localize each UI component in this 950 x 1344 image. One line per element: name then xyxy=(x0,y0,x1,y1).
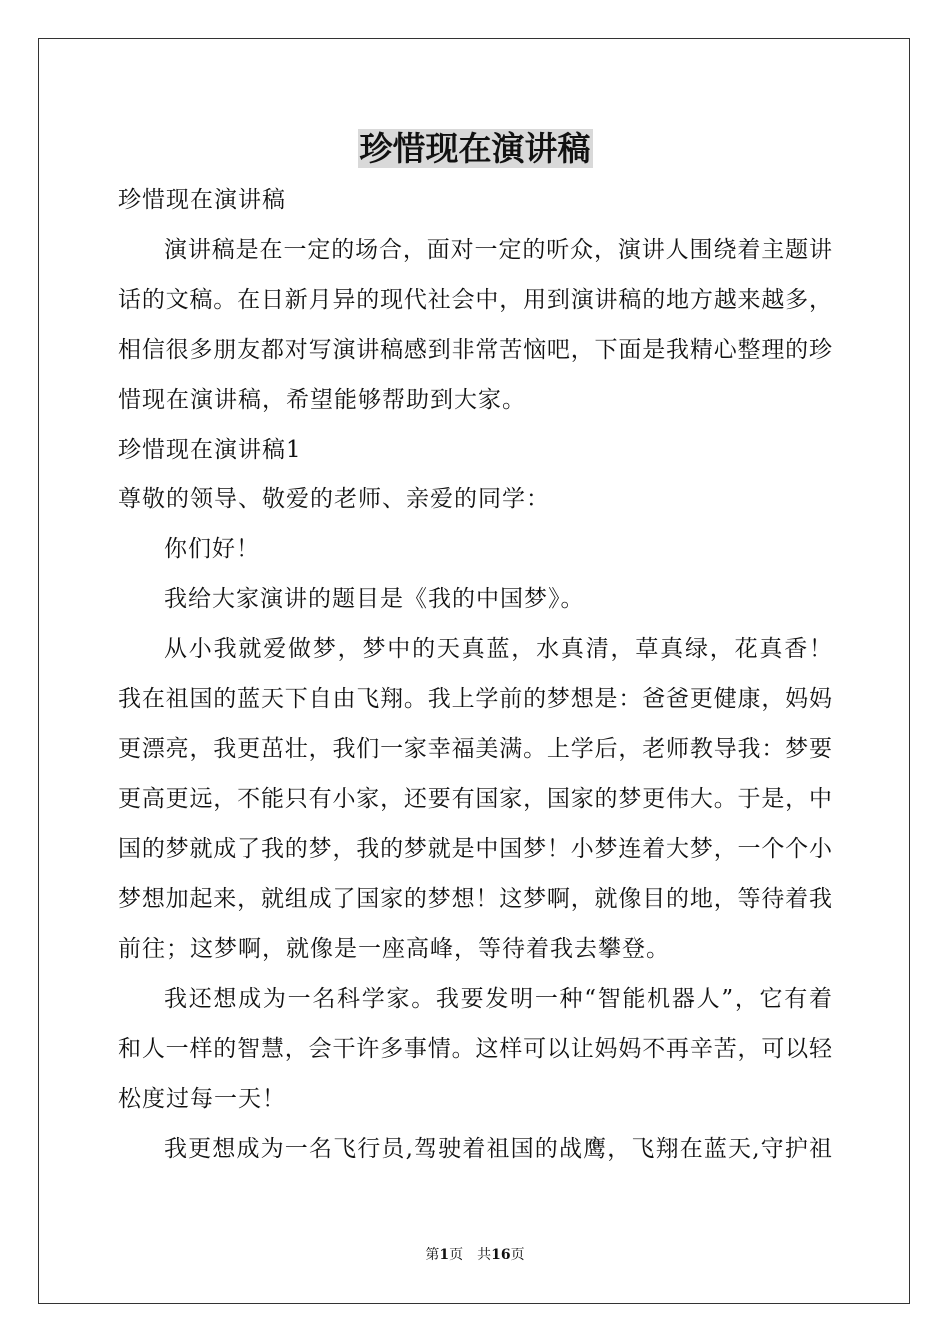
page-footer xyxy=(0,1246,950,1264)
paragraph-line: 我还想成为一名科学家。我要发明一种“智能机器人”，它有着 xyxy=(164,986,832,1012)
total-pages: 16 xyxy=(491,1247,511,1263)
total-prefix: 共 xyxy=(477,1247,492,1263)
page-number: 1 xyxy=(439,1247,450,1263)
paragraph-line: 惜现在演讲稿，希望能够帮助到大家。 xyxy=(118,387,526,413)
salutation-line: 尊敬的领导、敬爱的老师、亲爱的同学： xyxy=(118,486,550,512)
paragraph-line: 相信很多朋友都对写演讲稿感到非常苦恼吧，下面是我精心整理的珍 xyxy=(118,337,832,363)
total-suffix: 页 xyxy=(510,1247,525,1263)
subtitle-line: 珍惜现在演讲稿 xyxy=(118,187,286,213)
paragraph-line: 话的文稿。在日新月异的现代社会中，用到演讲稿的地方越来越多， xyxy=(118,287,832,313)
page-prefix: 第 xyxy=(425,1247,440,1263)
paragraph-line: 国的梦就成了我的梦，我的梦就是中国梦！小梦连着大梦，一个个小 xyxy=(118,836,832,862)
paragraph-line: 我给大家演讲的题目是《我的中国梦》。 xyxy=(164,586,585,612)
paragraph-line: 演讲稿是在一定的场合，面对一定的听众，演讲人围绕着主题讲 xyxy=(164,237,832,263)
paragraph-line: 更漂亮，我更茁壮，我们一家幸福美满。上学后，老师教导我：梦要 xyxy=(118,736,832,762)
paragraph-line: 和人一样的智慧，会干许多事情。这样可以让妈妈不再辛苦，可以轻 xyxy=(118,1036,832,1062)
paragraph-line: 从小我就爱做梦，梦中的天真蓝，水真清，草真绿，花真香！ xyxy=(164,636,832,662)
document-title: 珍惜现在演讲稿 xyxy=(359,129,591,168)
paragraph-line: 我更想成为一名飞行员,驾驶着祖国的战鹰，飞翔在蓝天,守护祖 xyxy=(164,1136,832,1162)
paragraph-line: 你们好！ xyxy=(164,536,260,562)
section-heading: 珍惜现在演讲稿1 xyxy=(118,437,302,463)
paragraph-line: 梦想加起来，就组成了国家的梦想！这梦啊，就像目的地，等待着我 xyxy=(118,886,832,912)
paragraph-line: 松度过每一天！ xyxy=(118,1086,286,1112)
page-border xyxy=(38,38,910,1304)
page-suffix: 页 xyxy=(449,1247,464,1263)
paragraph-line: 我在祖国的蓝天下自由飞翔。我上学前的梦想是：爸爸更健康，妈妈 xyxy=(118,686,832,712)
paragraph-line: 前往；这梦啊，就像是一座高峰，等待着我去攀登。 xyxy=(118,936,670,962)
paragraph-line: 更高更远，不能只有小家，还要有国家，国家的梦更伟大。于是，中 xyxy=(118,786,832,812)
